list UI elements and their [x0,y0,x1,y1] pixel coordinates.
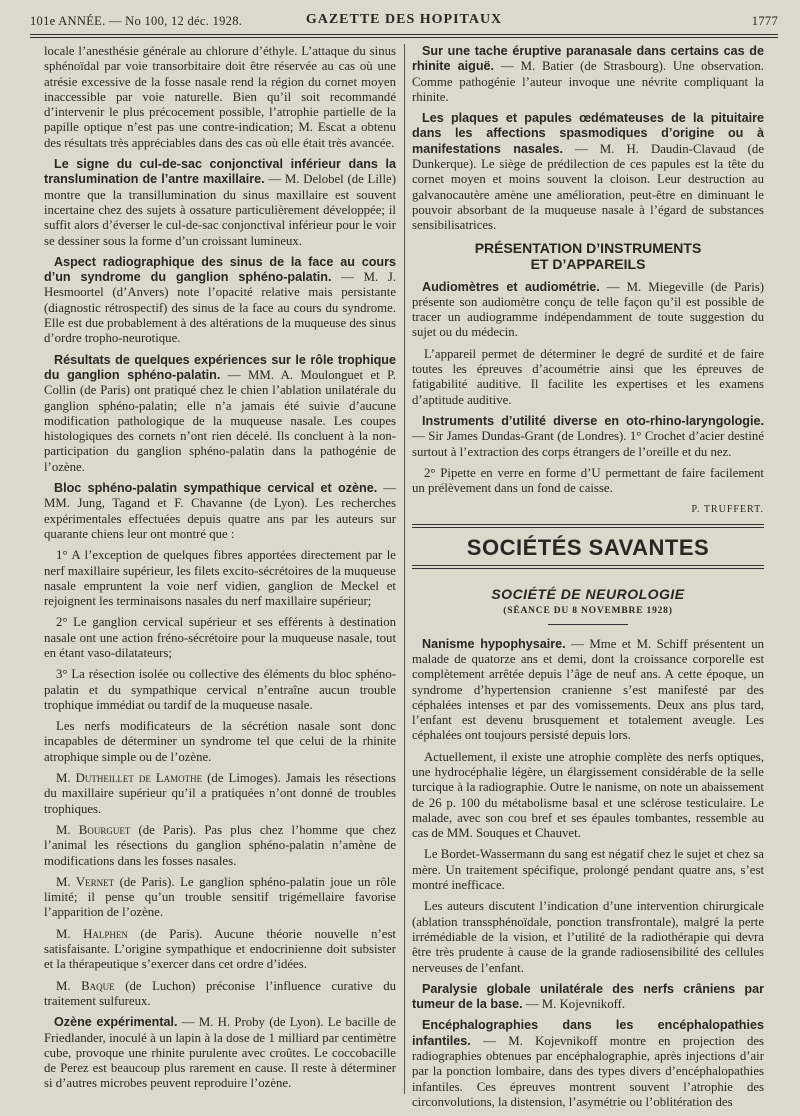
speaker-name: M. Bourguet [56,822,131,837]
intro-paragraph: locale l’anesthésie générale au chlorure d’éthyle. L’attaque du sinus sphénoïdal par voie transorbitaire doit être réservée au cas où une atrésie excessive de la fosse nasale rend la région du cornet moyen inaccessible par voie naturelle. Bien qu’il soit recommandé d’intervenir le plus précocement possible, l’atrophie partielle de la papille optique n’est pas une contre-indication; M. Escat a obtenu des résultats très appréciables dans des cas où elle était très avancée. [44,44,396,150]
speaker-name: M. Vernet [56,874,115,889]
section-audiometres [412,280,764,341]
section-author: — M. H. Proby [181,1015,265,1030]
page-header [30,10,778,32]
left-column [44,44,396,1098]
societes-savantes-heading: SOCIÉTÉS SAVANTES [466,534,710,560]
short-divider [548,624,628,625]
discussion-dutheillet [44,771,396,817]
discussion-baque [44,979,396,1010]
section-title: Nanisme hypophysaire. [422,636,566,651]
section-body: (de Lille) montre que la transillumination du sinus maxillaire est souvent incertaine chez des sujets à ossature particulièrement développée; il suffit alors d’éverser le cul-de-sac conjonctival inférieur pour le voir se dessiner sous la forme d’un croissant lumineux. [44,172,396,248]
section-body: (de Strasbourg). Une observation. Comme pathogénie l’auteur invoque une névrite compliquant la rhinite. [412,59,765,104]
section-author: — M. Kojevnikoff. [525,997,626,1012]
section-author: — M. Delobel [268,172,344,187]
nanisme-paragraph-4: Les auteurs discutent l’indication d’une intervention chirurgicale (ablation transsphénoïdale, ponction transfrontale), malgré la perte irrémédiable de la vision, et l’utilité de la radiothérapie qui devra être très prudente à cause de la grande radiosensibilité des cellules nerveuses de l’enfant. [412,899,764,975]
section-encephalographies [412,1018,764,1110]
header-rule-2 [30,37,778,38]
section-author: — M. Batier [500,59,574,74]
speaker-text: (de Limoges). Jamais les résections du maxillaire supérieur qu’il a pratiquées n’ont donné de troubles trophiques. [44,771,396,816]
instrument-item-2: 2° Pipette en verre en forme d’U permettant de faire facilement un prélèvement dans un fond de caisse. [412,465,764,496]
section-paralysie [412,982,764,1013]
section-author: — Sir James Dundas-Grant [412,429,554,444]
session-date: (SÉANCE DU 8 NOVEMBRE 1928) [503,606,673,617]
presentation-heading [412,240,764,272]
section-title: Paralysie globale unilatérale des nerfs crâniens par tumeur de la base. [412,981,764,1012]
section-body: (de Dunkerque). Le siège de prédilection de ces papules est la tête du cornet moyen et moins souvent la cloison. Leur destruction au galvanocautère amène une amélioration, peut-être en diminuant le pouvoir absorbant de la muqueuse nasale à l’égard de substances sensibilisatrices. [412,141,764,233]
speaker-text: (de Luchon) préconise l’influence curative du traitement sulfureux. [44,978,397,1008]
discussion-vernet [44,875,396,921]
section-plaques-papules [412,111,764,233]
discussion-halphen [44,927,396,973]
presentation-heading-line-1: PRÉSENTATION D’INSTRUMENTS [474,239,702,256]
section-instruments [412,414,764,460]
audiometre-paragraph: L’appareil permet de déterminer le degré de surdité et de faire toutes les épreuves d’acoumétrie ainsi que les épreuves de fatigabilité auditive. Il facilite les expertises et les examens d’aptitude auditive. [412,346,764,407]
author-signature: P. TRUFFERT. [691,504,764,516]
nanisme-paragraph-3: Le Bordet-Wassermann du sang est négatif chez le sujet et chez sa mère. Un traitement spécifique, prolongé pendant quatre ans, s’est montré inefficace. [412,847,764,893]
section-title: Encéphalographies dans les encéphalopathies infantiles. [412,1018,764,1048]
section-nanisme [412,637,764,744]
speaker-text: (de Paris). Pas plus chez l’homme que chez l’animal les résections du ganglion sphéno-palatin n’amène de modifications dans les fosses nasales. [44,822,396,868]
section-author: — MM. A. Moulonguet et P. Collin [44,367,396,398]
speaker-name: M. Dutheillet de Lamothe [56,771,203,786]
speaker-name: M. Baque [56,978,115,993]
section-tache-eruptive [412,44,764,105]
point-1: 1° A l’exception de quelques fibres apportées directement par le nerf maxillaire supérieur, les filets excito-sécrétoires de la muqueuse nasale empruntent la voie nerf vidien, ganglion de Meckel et rejoignent les terminaisons nasales du nerf maxillaire supérieur; [44,548,396,609]
section-title: Instruments d’utilité diverse en oto-rhino-laryngologie. [422,413,764,428]
speaker-name: M. Halphen [56,926,128,941]
section-author: — M. Miegeville [606,279,704,294]
presentation-heading-line-2: ET D’APPAREILS [530,255,646,272]
section-body: (de Lyon). Le bacille de Friedlander, inoculé à un lapin à la dose de 1 milliard par centimètre cube, provoque une rhinite purulente avec croûtes. Le coccobacille de Perez est beaucoup plus rarement en cause. Il reste à déterminer si d’autres microbes peuvent reproduire l’ozène. [44,1015,396,1091]
section-author: — M. H. Daudin-Clavaud [575,141,736,156]
section-title: Sur une tache éruptive paranasale dans certains cas de rhinite aiguë. [412,44,764,74]
section-body: (de Paris) présente son audiomètre conçu de telle façon qu’il est possible de tracer un audiogramme indépendamment de toute suggestion du sujet ou du médecin. [412,279,764,340]
column-divider [404,44,405,1094]
section-rule [412,565,764,569]
section-body: (de Paris) ont pratiqué chez le chien l’ablation unilatérale du ganglion sphéno-palatin; elle n’a jamais été suivie d’aucune modification pathologique de la muqueuse nasale. Les coupes histologiques des cornets n’ont rien décelé. Ils concluent à la non-participation du ganglion sphéno-palatin dans la pathogénie de l’ozène. [44,383,396,474]
journal-title: GAZETTE DES HOPITAUX [305,12,503,27]
section-title: Le signe du cul-de-sac conjonctival inférieur dans la translumination de l’antre maxillaire. [44,157,396,187]
section-body: présentent un malade de quatorze ans et demi, dont la croissance corporelle est complètement arrêtée depuis l’âge de neuf ans. A cette époque, un syndrome d’hypertension cranienne s’est manifesté par des céphalées intenses et par des vomissements. Deux ans plus tard, l’enfant est devenu brusquement et totalement aveugle. Les céphalées ont toujours persisté depuis lors. [412,636,764,743]
section-trophic-experiments [44,353,396,475]
section-author: — M. Kojevnikoff [483,1033,598,1048]
section-rule [412,524,764,528]
nanisme-paragraph-2: Actuellement, il existe une atrophie complète des nerfs optiques, une hydrocéphalie légère, un élargissement considérable de la selle turcique à la radiographie. Outre le nanisme, on note un abaissement de 26 p. 100 du métabolisme basal et une sclérose testiculaire. Le malade, avec son cou bref et ses épaules tombantes, ressemble au cas de MM. Souques et Chauvet. [412,749,764,841]
section-title: Ozène expérimental. [54,1015,178,1030]
section-author: — Mme et M. Schiff [571,636,688,651]
point-2: 2° Le ganglion cervical supérieur et ses efférents à destination nasale ont une action fréno-sécrétoire pour la muqueuse nasale, tout en étant vaso-dilatateurs; [44,615,396,660]
section-title: Les plaques et papules œdémateuses de la pituitaire dans les affections spasmodiques d’origine ou à manifestations nasales. [412,111,764,156]
section-author: — MM. Jung, Tagand et F. Chavanne [44,481,397,511]
section-conjunctival-sign [44,157,396,249]
section-body: (de Londres). 1° Crochet d’acier destiné surtout à l’extraction des corps étrangers de l’oreille et du nez. [412,429,764,459]
header-rule [30,34,778,35]
point-3: 3° La résection isolée ou collective des éléments du bloc sphéno-palatin et du sympathique cervical n’entraîne aucun trouble trophique immédiat ou tardif de la muqueuse nasale. [44,667,396,712]
discussion-bourguet [44,823,396,869]
section-body: (d’Anvers) note l’opacité relative mais persistante (diagnostic rétrospectif) des sinus de la face au cours du syndrome. Elle est due probablement à des altérations de la muqueuse des sinus d’ordre tropho-neurotique. [44,285,396,346]
section-body: montre en projection des radiographies obtenues par encéphalographie, après injections d’air par la ponction lombaire, dans des types divers d’encéphalopathies infantiles. Ces épreuves montrent souvent l’atrophie des circonvolutions, la distension, l’asymétrie ou l’oblitération des [412,1033,765,1109]
section-title: Bloc sphéno-palatin sympathique cervical et ozène. [54,481,378,496]
page-number: 1777 [751,14,778,28]
section-author: — M. J. Hesmoortel [44,270,396,300]
section-ozene-experimental [44,1015,396,1091]
issue-info: 101e ANNÉE. — No 100, 12 déc. 1928. [30,14,243,28]
conclusion: Les nerfs modificateurs de la sécrétion nasale sont donc incapables de déterminer un syndrome tel que celui de la rhinite atrophique simple ou de l’ozène. [44,719,396,764]
speaker-text: (de Paris). Aucune théorie nouvelle n’est satisfaisante. L’origine sympathique et endocrinienne doit subsister et la thérapeutique s’exercer dans cet ordre d’idées. [44,926,396,972]
section-bloc-spheno-palatin [44,481,396,542]
section-body: (de Lyon). Les recherches expérimentales effectuées depuis quatre ans par les auteurs sur quarante chiens leur ont montré que : [44,496,396,541]
section-title: Aspect radiographique des sinus de la face au cours d’un syndrome du ganglion sphéno-palatin. [44,254,396,285]
society-title: SOCIÉTÉ DE NEUROLOGIE [491,586,685,603]
right-column [412,44,764,1116]
section-radiographic-aspect [44,255,396,347]
speaker-text: (de Paris). Le ganglion sphéno-palatin joue un rôle limité; il pense qu’un trouble sensitif trigémellaire favorise l’apparition de l’ozène. [44,874,396,920]
section-title: Audiomètres et audiométrie. [422,279,600,294]
section-title: Résultats de quelques expériences sur le rôle trophique du ganglion sphéno-palatin. [44,352,396,382]
